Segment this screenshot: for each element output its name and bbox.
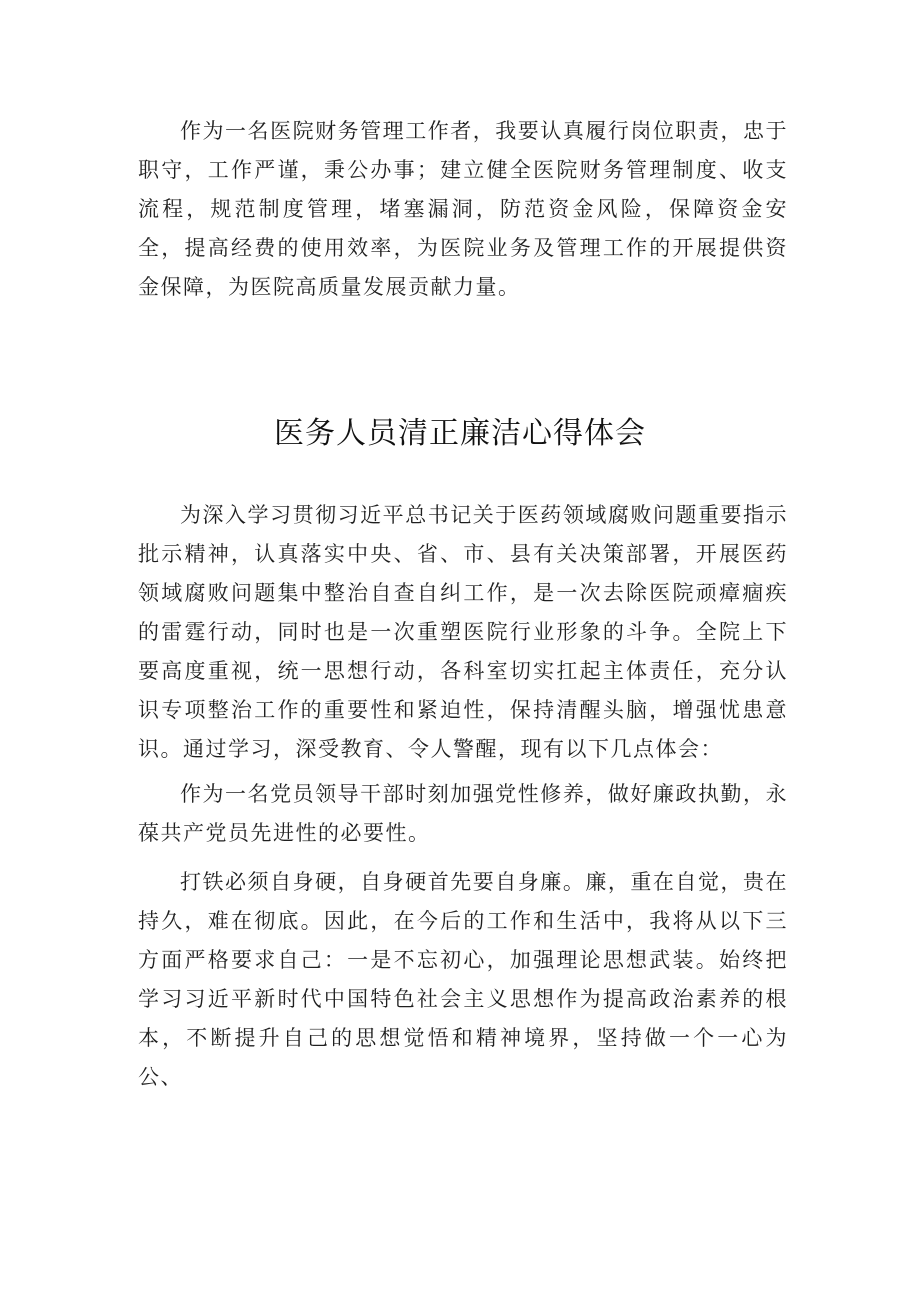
body-paragraph-1: 为深入学习贯彻习近平总书记关于医药领域腐败问题重要指示批示精神，认真落实中央、省、市、县有关决策部署，开展医药领域腐败问题集中整治自查自纠工作，是一次去除医院顽瘴痼疾的雷霆行动，同时也是一次重塑医院行业形象的斗争。全院上下要高度重视，统一思想行动，各科室切实扛起主体责任，充分认识专项整治工作的重要性和紧迫性，保持清醒头脑，增强忧患意识。通过学习，深受教育、令人警醒，现有以下几点体会： — [138, 503, 788, 761]
body-section — [138, 496, 788, 1097]
intro-paragraph: 作为一名医院财务管理工作者，我要认真履行岗位职责，忠于职守，工作严谨，秉公办事；建立健全医院财务管理制度、收支流程，规范制度管理，堵塞漏洞，防范资金风险，保障资金安全，提高经费的使用效率，为医院业务及管理工作的开展提供资金保障，为医院高质量发展贡献力量。 — [138, 119, 788, 299]
document-title: 医务人员清正廉洁心得体会 — [274, 416, 646, 451]
body-paragraph-3: 打铁必须自身硬，自身硬首先要自身廉。廉，重在自觉，贵在持久，难在彻底。因此，在今后的工作和生活中，我将从以下三方面严格要求自己：一是不忘初心，加强理论思想武装。始终把学习习近平新时代中国特色社会主义思想作为提高政治素养的根本，不断提升自己的思想觉悟和精神境界，坚持做一个一心为公、 — [138, 870, 788, 1089]
intro-section — [138, 112, 788, 307]
body-paragraph-2: 作为一名党员领导干部时刻加强党性修养，做好廉政执勤，永葆共产党员先进性的必要性。 — [138, 782, 788, 845]
